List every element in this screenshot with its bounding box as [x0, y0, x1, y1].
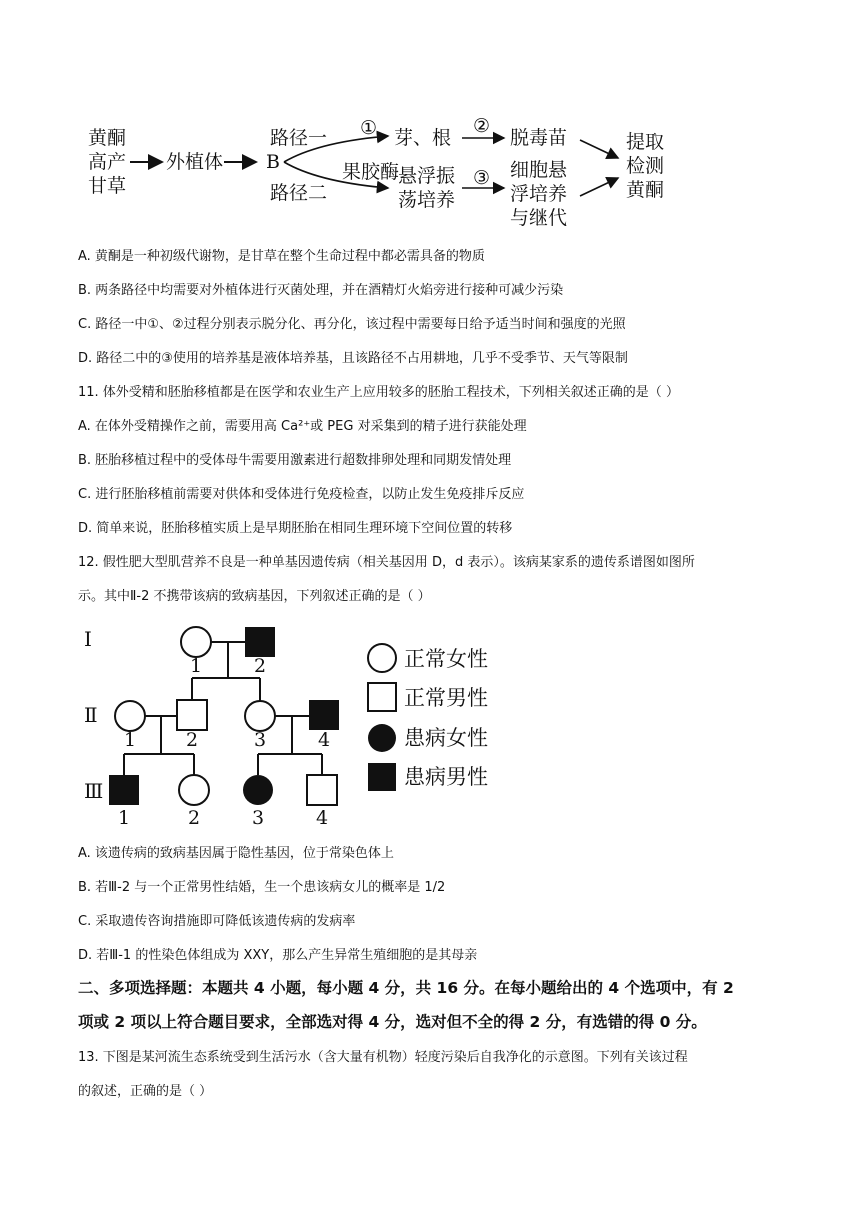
legend-affected-male-label: 患病男性: [404, 765, 488, 789]
generation-3-label: Ⅲ: [84, 779, 104, 803]
gen3-1-affected-male: [109, 775, 139, 805]
q10-option-b: B. 两条路径中均需要对外植体进行灭菌处理，并在酒精灯火焰旁进行接种可减少污染: [78, 283, 564, 298]
arrow-virusfree-extract: [580, 140, 618, 158]
generation-2-label: Ⅱ: [84, 703, 98, 727]
legend-normal-male-symbol: [368, 683, 396, 711]
source-line1: 黄酮: [88, 127, 127, 149]
legend-normal-female-label: 正常女性: [404, 647, 488, 671]
step3-label: ③: [473, 167, 491, 189]
gen1-2-affected-male: [245, 627, 275, 657]
pectinase-label: 果胶酶: [342, 161, 400, 183]
route1-label: 路径一: [270, 127, 328, 149]
gen2-4-number: 4: [318, 729, 331, 751]
q11-option-b: B. 胚胎移植过程中的受体母牛需要用激素进行超数排卵处理和同期发情处理: [78, 453, 512, 468]
q12-option-c: C. 采取遗传咨询措施即可降低该遗传病的发病率: [78, 914, 356, 929]
gen3-4-number: 4: [316, 807, 329, 829]
gen1-1-number: 1: [190, 655, 203, 677]
source-line3: 甘草: [88, 175, 127, 197]
gen3-1-number: 1: [118, 807, 131, 829]
gen3-3-affected-female: [243, 775, 273, 805]
q13-stem-line1: 13. 下图是某河流生态系统受到生活污水（含大量有机物）轻度污染后自我净化的示意图。下列有关该过程: [78, 1050, 688, 1065]
step1-label: ①: [360, 117, 378, 139]
bud-root-label: 芽、根: [394, 127, 452, 149]
source-line2: 高产: [88, 151, 127, 173]
extract-line1: 提取: [626, 131, 665, 153]
legend-normal-female-symbol: [368, 644, 396, 672]
extract-line3: 黄酮: [626, 179, 665, 201]
q12-stem-line2: 示。其中Ⅱ-2 不携带该病的致病基因，下列叙述正确的是（ ）: [78, 589, 431, 604]
gen2-3-normal-female: [245, 701, 275, 731]
route2-label: 路径二: [270, 182, 328, 204]
gen2-3-number: 3: [254, 729, 267, 751]
gen3-3-number: 3: [252, 807, 265, 829]
q10-option-c: C. 路径一中①、②过程分别表示脱分化、再分化，该过程中需要每日给予适当时间和强度的光照: [78, 317, 626, 332]
suspension-line1: 悬浮振: [398, 165, 456, 187]
q10-option-a: A. 黄酮是一种初级代谢物，是甘草在整个生命过程中都必需具备的物质: [78, 249, 485, 264]
pedigree-chart: [78, 620, 508, 830]
gen2-2-normal-male: [177, 700, 207, 730]
q11-option-c: C. 进行胚胎移植前需要对供体和受体进行免疫检查，以防止发生免疫排斥反应: [78, 487, 525, 502]
section2-heading-line1: 二、多项选择题：本题共 4 小题，每小题 4 分，共 16 分。在每小题给出的 4 个选项中，有 2: [78, 979, 734, 997]
q13-stem-line2: 的叙述，正确的是（ ）: [78, 1084, 213, 1099]
extract-line2: 检测: [626, 155, 665, 177]
q11-option-d: D. 简单来说，胚胎移植实质上是早期胚胎在相同生理环境下空间位置的转移: [78, 521, 513, 536]
legend-affected-female-symbol: [368, 724, 396, 752]
gen2-2-number: 2: [186, 729, 199, 751]
b-label: B: [266, 151, 280, 173]
section2-heading-line2: 项或 2 项以上符合题目要求，全部选对得 4 分，选对但不全的得 2 分，有选错的得 0 分。: [78, 1013, 707, 1031]
arrow-cell-extract: [580, 178, 618, 196]
generation-1-label: Ⅰ: [84, 627, 92, 651]
legend-normal-male-label: 正常男性: [404, 686, 488, 710]
q12-option-a: A. 该遗传病的致病基因属于隐性基因，位于常染色体上: [78, 846, 394, 861]
explant-label: 外植体: [166, 151, 224, 173]
gen3-2-normal-female: [179, 775, 209, 805]
gen2-1-number: 1: [124, 729, 137, 751]
gen1-2-number: 2: [254, 655, 267, 677]
cell-culture-line3: 与继代: [510, 207, 568, 229]
gen3-2-number: 2: [188, 807, 201, 829]
q12-option-d: D. 若Ⅲ-1 的性染色体组成为 XXY，那么产生异常生殖细胞的是其母亲: [78, 948, 478, 963]
gen1-1-normal-female: [181, 627, 211, 657]
legend-affected-female-label: 患病女性: [404, 726, 488, 750]
suspension-line2: 荡培养: [398, 189, 456, 211]
flavonoid-flowchart: [78, 112, 698, 230]
gen3-4-normal-male: [307, 775, 337, 805]
gen2-4-affected-male: [309, 700, 339, 730]
q11-option-a: A. 在体外受精操作之前，需要用高 Ca²⁺或 PEG 对采集到的精子进行获能处理: [78, 419, 527, 434]
q12-option-b: B. 若Ⅲ-2 与一个正常男性结婚，生一个患该病女儿的概率是 1/2: [78, 880, 446, 895]
step2-label: ②: [473, 115, 491, 137]
q12-stem-line1: 12. 假性肥大型肌营养不良是一种单基因遗传病（相关基因用 D，d 表示）。该病某家系的遗传系谱图如图所: [78, 555, 695, 570]
gen2-1-normal-female: [115, 701, 145, 731]
cell-culture-line2: 浮培养: [510, 183, 568, 205]
virus-free-label: 脱毒苗: [510, 127, 568, 149]
q10-option-d: D. 路径二中的③使用的培养基是液体培养基，且该路径不占用耕地，几乎不受季节、天气等限制: [78, 351, 628, 366]
legend-affected-male-symbol: [368, 763, 396, 791]
cell-culture-line1: 细胞悬: [510, 159, 568, 181]
q11-stem: 11. 体外受精和胚胎移植都是在医学和农业生产上应用较多的胚胎工程技术，下列相关叙述正确的是（ ）: [78, 385, 679, 400]
